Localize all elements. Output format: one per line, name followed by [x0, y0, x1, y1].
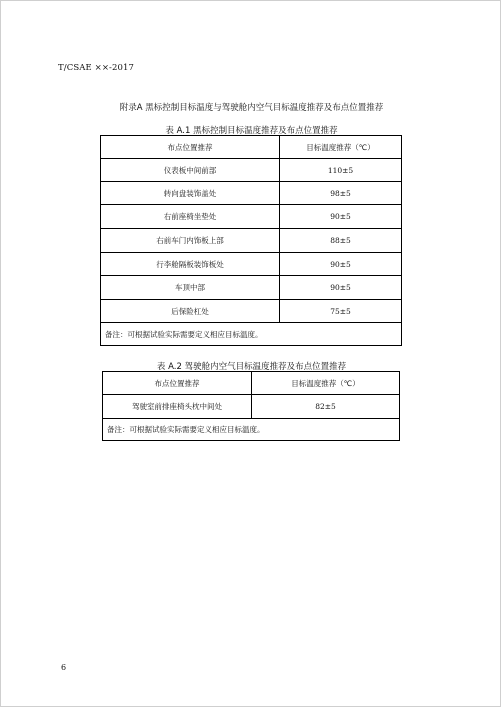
table2-caption: 表 A.2 驾驶舱内空气目标温度推荐及布点位置推荐 — [156, 362, 347, 372]
table2-note: 备注：可根据试验实际需要定义相应目标温度。 — [103, 419, 400, 441]
table2-header-location: 布点位置推荐 — [103, 372, 252, 395]
table-row — [101, 253, 402, 276]
table1-temperature-cell: 75±5 — [280, 300, 402, 323]
table-row — [101, 276, 402, 300]
table-row — [101, 159, 402, 182]
table1-location-cell: 右前车门内饰板上部 — [101, 229, 280, 253]
table1 — [100, 135, 402, 346]
table2-header-row — [103, 372, 400, 395]
table1-location-cell: 车顶中部 — [101, 276, 280, 300]
table2-temperature-cell: 82±5 — [252, 395, 400, 419]
table1-header-row — [101, 136, 402, 159]
table1-location-cell: 仪表板中间前部 — [101, 159, 280, 182]
table2 — [102, 371, 400, 441]
table-row — [101, 300, 402, 323]
table1-location-cell: 右前座椅坐垫处 — [101, 205, 280, 229]
table1-temperature-cell: 90±5 — [280, 253, 402, 276]
table-row — [101, 205, 402, 229]
table1-location-cell: 行李舱隔板装饰板处 — [101, 253, 280, 276]
table2-location-cell: 驾驶室前排座椅头枕中间处 — [103, 395, 252, 419]
table1-header-location: 布点位置推荐 — [101, 136, 280, 159]
table1-temperature-cell: 88±5 — [280, 229, 402, 253]
table1-header-temperature: 目标温度推荐（℃） — [280, 136, 402, 159]
page-number: 6 — [61, 663, 67, 672]
table-row — [103, 395, 400, 419]
table1-temperature-cell: 90±5 — [280, 276, 402, 300]
appendix-title: 附录A 黑标控制目标温度与驾驶舱内空气目标温度推荐及布点位置推荐 — [119, 103, 384, 113]
table1-location-cell: 转向盘装饰盖处 — [101, 182, 280, 205]
table-row — [101, 229, 402, 253]
table1-note: 备注：可根据试验实际需要定义相应目标温度。 — [101, 323, 402, 346]
table2-note-row — [103, 419, 400, 441]
table1-location-cell: 后保险杠处 — [101, 300, 280, 323]
table1-temperature-cell: 98±5 — [280, 182, 402, 205]
table1-note-row — [101, 323, 402, 346]
document-code: T/CSAE ××-2017 — [58, 63, 135, 73]
table1-temperature-cell: 90±5 — [280, 205, 402, 229]
table1-temperature-cell: 110±5 — [280, 159, 402, 182]
table-row — [101, 182, 402, 205]
table1-caption: 表 A.1 黑标控制目标温度推荐及布点位置推荐 — [165, 126, 338, 136]
table2-header-temperature: 目标温度推荐（℃） — [252, 372, 400, 395]
